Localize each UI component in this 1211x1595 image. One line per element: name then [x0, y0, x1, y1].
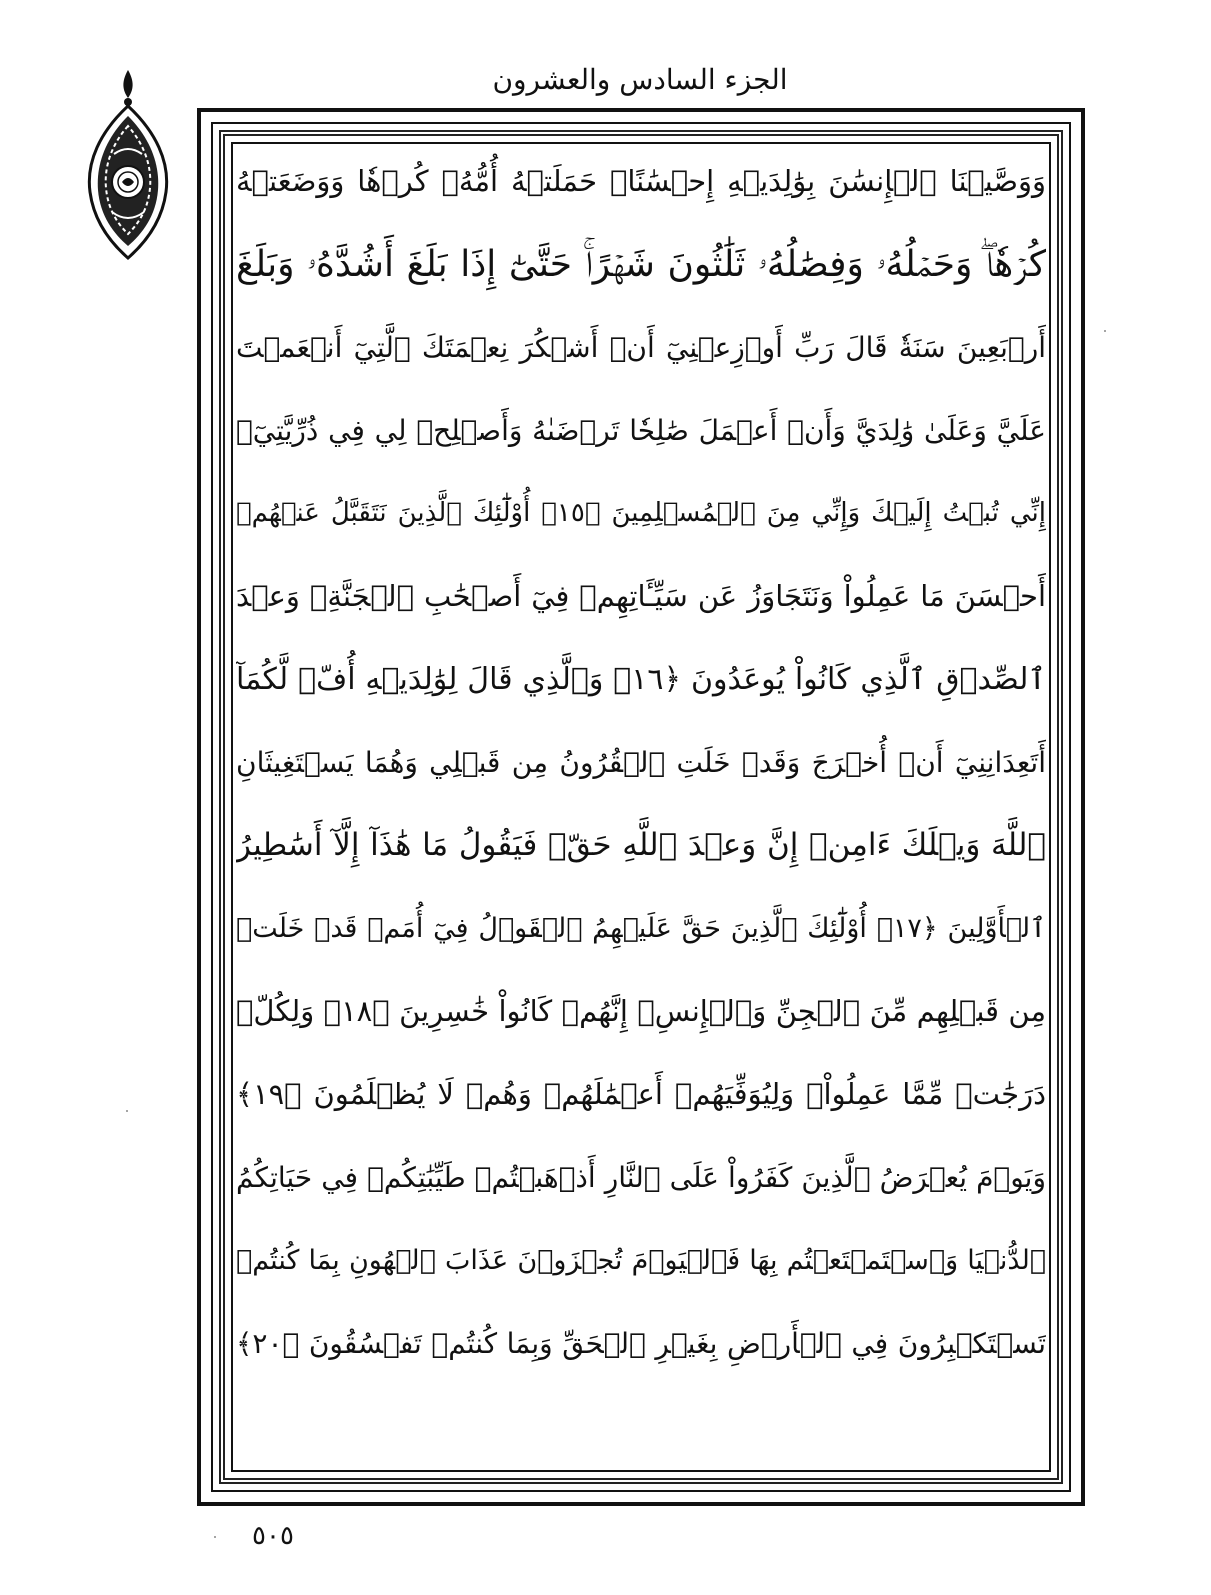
text-line: ٱلصِّدۡقِ ٱلَّذِي كَانُواْ يُوعَدُونَ ﴿١٦﴾ وَٱلَّذِي قَالَ لِوَٰلِدَيۡهِ أُفّٖ لَّكُمَآ: [236, 662, 1046, 697]
text-line: أَحۡسَنَ مَا عَمِلُواْ وَنَتَجَاوَزُ عَن سَيِّـَٔاتِهِمۡ فِيٓ أَصۡحَٰبِ ٱلۡجَنَّةِۖ وَعۡدَ: [236, 579, 1046, 613]
text-line: تَسۡتَكۡبِرُونَ فِي ٱلۡأَرۡضِ بِغَيۡرِ ٱلۡحَقِّ وَبِمَا كُنتُمۡ تَفۡسُقُونَ ﴿٢٠﴾: [236, 1327, 1046, 1360]
text-line: كُرۡهٗاۖ وَحَمۡلُهُۥ وَفِصَٰلُهُۥ ثَلَٰثُونَ شَهۡرًاۚ حَتَّىٰٓ إِذَا بَلَغَ أَشُدَّهُۥ وَبَلَغَ: [236, 244, 1046, 285]
text-line: ٱللَّهَ وَيۡلَكَ ءَامِنۡ إِنَّ وَعۡدَ ٱللَّهِ حَقّٞ فَيَقُولُ مَا هَٰذَآ إِلَّآ أَسَٰطِيرُ: [236, 827, 1046, 863]
juz-header: الجزء السادس والعشرون: [492, 63, 788, 96]
text-line: إِنِّي تُبۡتُ إِلَيۡكَ وَإِنِّي مِنَ ٱلۡمُسۡلِمِينَ ﴿١٥﴾ أُوْلَٰٓئِكَ ٱلَّذِينَ نَتَقَبَّلُ عَنۡهُمۡ: [236, 498, 1046, 528]
scan-speck: [1104, 330, 1106, 332]
scan-speck: [126, 1110, 128, 1112]
text-line: وَيَوۡمَ يُعۡرَضُ ٱلَّذِينَ كَفَرُواْ عَلَى ٱلنَّارِ أَذۡهَبۡتُمۡ طَيِّبَٰتِكُمۡ فِي حَيَاتِكُمُ: [236, 1161, 1046, 1194]
text-line: مِن قَبۡلِهِم مِّنَ ٱلۡجِنِّ وَٱلۡإِنسِۖ إِنَّهُمۡ كَانُواْ خَٰسِرِينَ ﴿١٨﴾ وَلِكُلّٖ: [236, 994, 1046, 1028]
text-line: عَلَيَّ وَعَلَىٰ وَٰلِدَيَّ وَأَنۡ أَعۡمَلَ صَٰلِحٗا تَرۡضَىٰهُ وَأَصۡلِحۡ لِي فِي ذُرِّيَّتِيٓۖ: [236, 414, 1046, 447]
text-line: أَرۡبَعِينَ سَنَةٗ قَالَ رَبِّ أَوۡزِعۡنِيٓ أَنۡ أَشۡكُرَ نِعۡمَتَكَ ٱلَّتِيٓ أَنۡعَمۡتَ: [236, 331, 1046, 364]
scan-speck: [214, 1536, 216, 1538]
text-line: دَرَجَٰتٞ مِّمَّا عَمِلُواْۖ وَلِيُوَفِّيَهُمۡ أَعۡمَٰلَهُمۡ وَهُمۡ لَا يُظۡلَمُونَ ﴿١٩﴾: [236, 1077, 1046, 1111]
quran-text-body: [236, 140, 1046, 1480]
text-line: ٱلۡأَوَّلِينَ ﴿١٧﴾ أُوْلَٰٓئِكَ ٱلَّذِينَ حَقَّ عَلَيۡهِمُ ٱلۡقَوۡلُ فِيٓ أُمَمٖ قَدۡ خَلَتۡ: [236, 913, 1046, 944]
text-line: وَوَصَّيۡنَا ٱلۡإِنسَٰنَ بِوَٰلِدَيۡهِ إِحۡسَٰنًاۖ حَمَلَتۡهُ أُمُّهُۥ كُرۡهٗا وَوَضَعَتۡهُ: [236, 164, 1046, 198]
hizb-ornament-icon: [78, 62, 178, 262]
text-line: ٱلدُّنۡيَا وَٱسۡتَمۡتَعۡتُم بِهَا فَٱلۡيَوۡمَ تُجۡزَوۡنَ عَذَابَ ٱلۡهُونِ بِمَا كُنتُمۡ: [236, 1245, 1046, 1276]
text-line: أَتَعِدَانِنِيٓ أَنۡ أُخۡرَجَ وَقَدۡ خَلَتِ ٱلۡقُرُونُ مِن قَبۡلِي وَهُمَا يَسۡتَغِيثَانِ: [236, 746, 1046, 779]
page-number: ٥٠٥: [252, 1521, 294, 1551]
